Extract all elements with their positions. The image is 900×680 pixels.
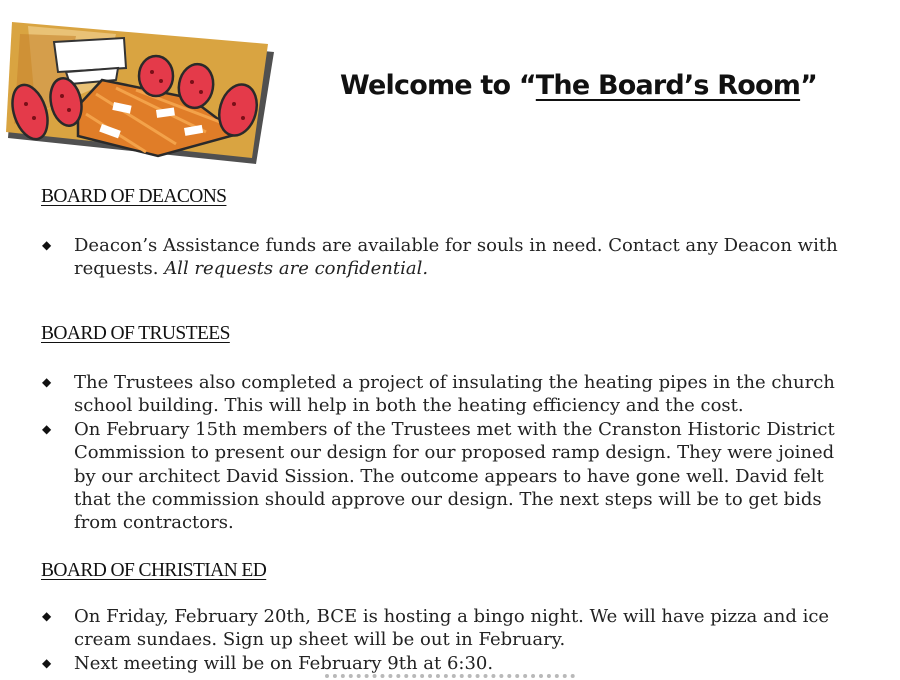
christian-ed-list [0,605,860,675]
list-item-text: On February 15th members of the Trustees met with the Cranston Historic District Commission to present our design for our proposed ramp design. They were joined by our architect David Sission. The outcome appears to have gone well. David felt that the commission should approve our design. The next steps will be to get bids from contractors. [74,418,835,534]
title-open-quote: “ [518,70,536,101]
list-item [0,234,860,281]
list-item [0,371,860,418]
diamond-bullet-icon: ◆ [42,609,52,623]
list-item [0,605,860,652]
list-item [0,652,860,675]
title-main: The Board’s Room [535,70,801,101]
list-item-italic: All requests are confidential. [164,258,429,280]
diamond-bullet-icon: ◆ [42,238,52,252]
diamond-bullet-icon: ◆ [42,375,52,389]
list-item-text: Next meeting will be on February 9th at 6:30. [74,652,494,674]
list-item-text: On Friday, February 20th, BCE is hosting a bingo night. We will have pizza and ice cream sundaes. Sign up sheet will be out in February. [74,606,830,651]
title-prefix: Welcome to [340,70,519,101]
page-title [340,70,817,101]
section-heading-trustees: BOARD OF TRUSTEES [41,323,230,344]
dotted-divider [325,674,575,678]
boardroom-table-clipart [6,14,280,166]
section-heading-christian-ed: BOARD OF CHRISTIAN ED [41,560,267,581]
list-item-text: The Trustees also completed a project of insulating the heating pipes in the church school building. This will help in both the heating efficiency and the cost. [74,372,835,417]
title-close-quote: ” [800,70,818,101]
diamond-bullet-icon: ◆ [42,655,52,670]
list-item-text: Deacon’s Assistance funds are available for souls in need. Contact any Deacon with requests. [74,235,838,280]
deacons-list [0,234,860,281]
diamond-bullet-icon: ◆ [42,421,52,436]
trustees-list [0,371,860,535]
list-item [0,418,860,535]
section-heading-deacons: BOARD OF DEACONS [41,186,227,207]
